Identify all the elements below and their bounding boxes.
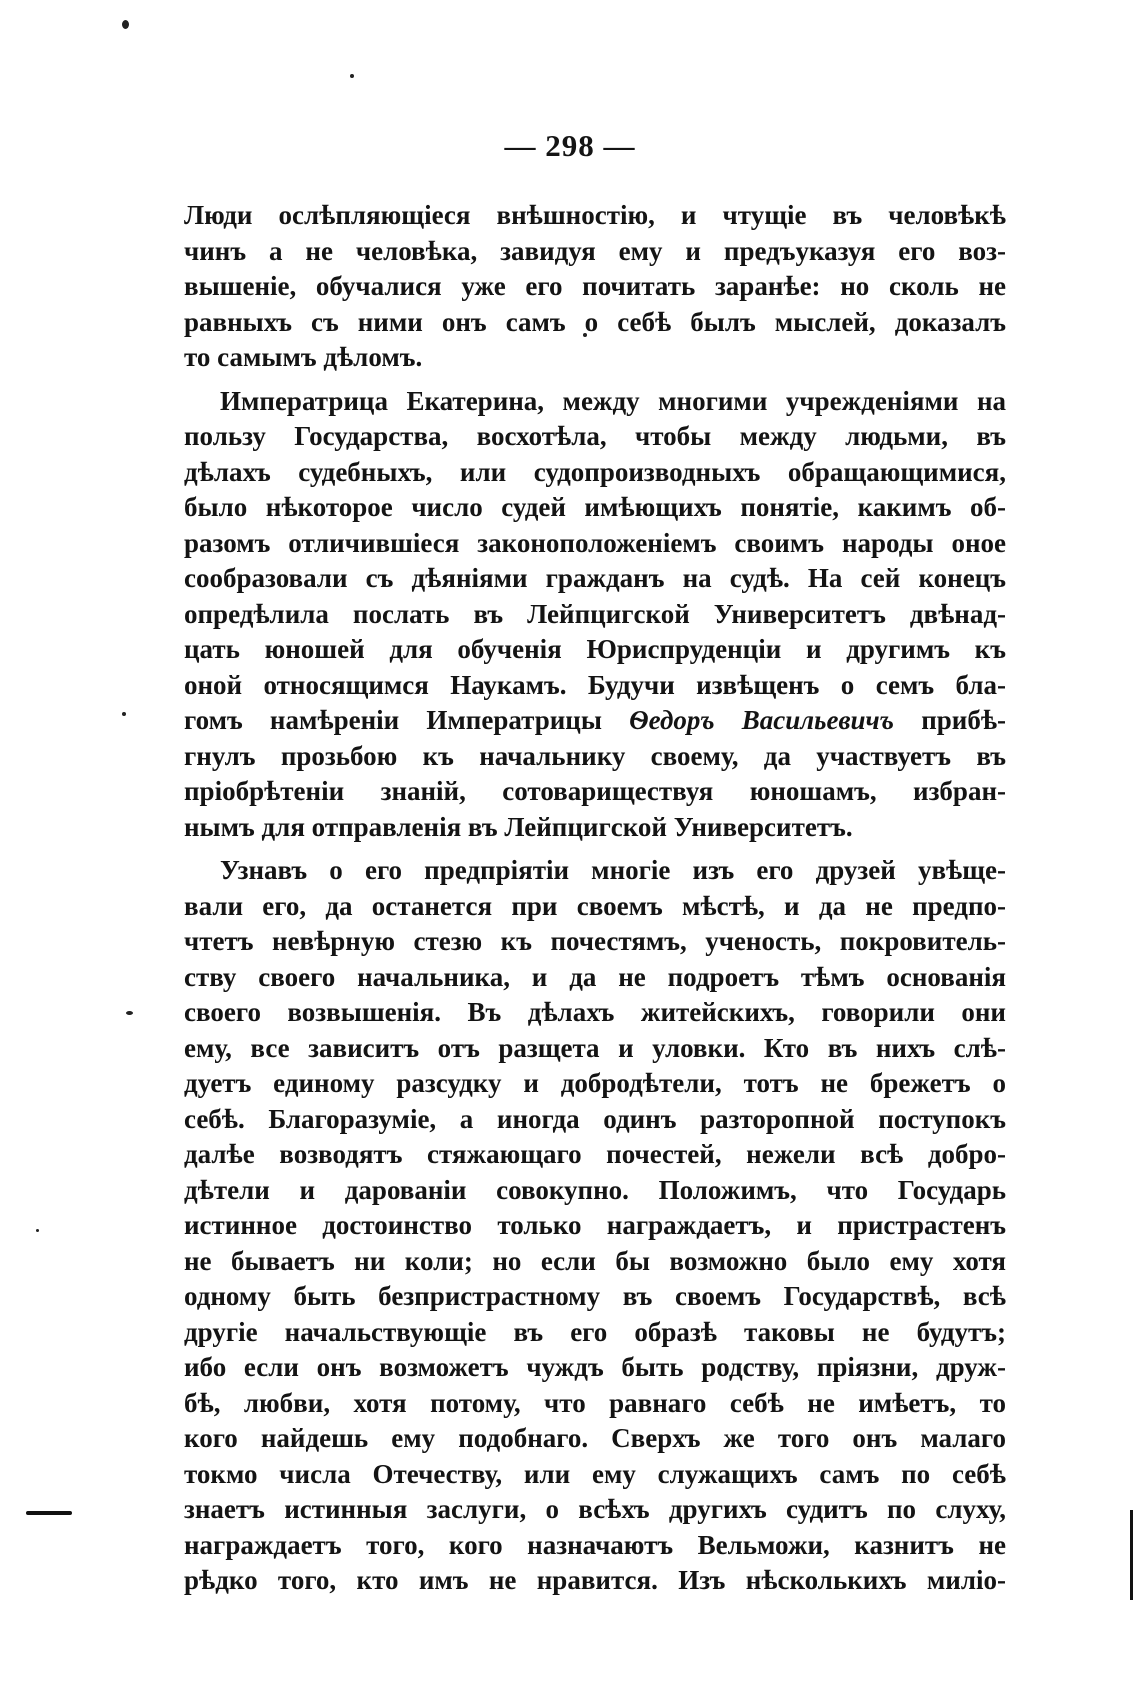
text-line: то самымъ дѣломъ.	[184, 342, 423, 372]
text-line: оной относящимся Наукамъ. Будучи извѣщенъ о семъ бла-	[184, 669, 1006, 700]
body-text	[184, 198, 1006, 1599]
text-line: вали его, да останется при своемъ мѣстѣ, и да не предпо-	[184, 890, 1006, 921]
text-line: знаетъ истинныя заслуги, о всѣхъ другихъ судитъ по слуху,	[184, 1494, 1006, 1524]
text-line: пользу Государства, восхотѣла, чтобы между людьми, въ	[184, 421, 1006, 451]
text-line: не бываетъ ни коли; но если бы возможно было ему хотя	[184, 1245, 1006, 1276]
text-segment: прибѣ-	[921, 705, 1007, 735]
text-line: своего возвышенія. Въ дѣлахъ житейскихъ, говорили они	[184, 997, 1006, 1027]
text-line: ему, все зависитъ отъ разщета и уловки. Кто въ нихъ слѣ-	[184, 1032, 1006, 1063]
text-line: чинъ а не человѣка, завидуя ему и предъуказуя его воз-	[184, 235, 1006, 266]
text-line: другіе начальствующіе въ его образѣ таковы не будутъ;	[184, 1316, 1006, 1347]
text-line: кого найдешь ему подобнаго. Сверхъ же того онъ малаго	[184, 1423, 1006, 1453]
text-line: далѣе возводятъ стяжающаго почестей, нежели всѣ добро-	[184, 1139, 1006, 1169]
person-name: Ѳедоръ Васильевичъ	[629, 705, 894, 735]
text-line: вышеніе, обучалися уже его почитать заранѣе: но сколь не	[184, 271, 1006, 301]
text-line: токмо числа Отечеству, или ему служащихъ самъ по себѣ	[184, 1458, 1006, 1489]
text-line: опредѣлила послать въ Лейпцигской Университетъ двѣнад-	[184, 598, 1006, 629]
page-edge-mark	[1130, 1510, 1133, 1600]
text-line: награждаетъ того, кого назначаютъ Вельможи, казнитъ не	[184, 1529, 1006, 1560]
text-line: Узнавъ о его предпріятіи многіе изъ его друзей увѣще-	[220, 855, 1006, 885]
print-speck	[122, 712, 126, 716]
text-line: бѣ, любви, хотя потому, что равнаго себѣ не имѣетъ, то	[184, 1387, 1006, 1418]
text-line: дѣлахъ судебныхъ, или судопроизводныхъ обращающимися,	[184, 456, 1006, 487]
text-line: ству своего начальника, и да не подроетъ тѣмъ основанія	[184, 961, 1006, 992]
text-line: было нѣкоторое число судей имѣющихъ понятіе, какимъ об-	[184, 492, 1006, 522]
text-line: сообразовали съ дѣяніями гражданъ на судѣ. На сей конецъ	[184, 563, 1006, 593]
text-line: гнулъ прозьбою къ начальнику своему, да участвуетъ въ	[184, 740, 1006, 771]
print-speck	[36, 1229, 39, 1232]
text-line: Люди ослѣпляющіеся внѣшностію, и чтущіе въ человѣкѣ	[184, 200, 1006, 230]
page-edge-mark	[26, 1511, 72, 1515]
text-line-with-name	[184, 703, 1006, 739]
text-line: одному быть безпристрастному въ своемъ Государствѣ, всѣ	[184, 1281, 1006, 1311]
text-line: пріобрѣтеніи знаній, сотовариществуя юношамъ, избран-	[184, 776, 1006, 806]
text-line: нымъ для отправленія въ Лейпцигской Университетъ.	[184, 811, 853, 842]
print-speck	[122, 20, 129, 29]
text-line: цать юношей для обученія Юриспруденціи и другимъ къ	[184, 634, 1006, 664]
text-line: чтетъ невѣрную стезю къ почестямъ, ученость, покровитель-	[184, 926, 1006, 956]
text-line: дѣтели и дарованіи совокупно. Положимъ, что Государь	[184, 1174, 1006, 1205]
text-line: разомъ отличившіеся законоположеніемъ своимъ народы оное	[184, 527, 1006, 558]
text-line: равныхъ съ ними онъ самъ о себѣ былъ мыслей, доказалъ	[184, 306, 1006, 337]
text-line: рѣдко того, кто имъ не нравится. Изъ нѣсколькихъ миліо-	[184, 1565, 1006, 1595]
text-segment: гомъ намѣреніи Императрицы	[184, 705, 602, 735]
print-speck	[126, 1011, 133, 1015]
text-line: дуетъ единому разсудку и добродѣтели, тотъ не брежетъ о	[184, 1068, 1006, 1098]
text-line: Императрица Екатерина, между многими учрежденіями на	[220, 385, 1006, 416]
text-line: истинное достоинство только награждаетъ, и пристрастенъ	[184, 1210, 1006, 1240]
text-line: себѣ. Благоразуміе, а иногда одинъ разторопной поступокъ	[184, 1103, 1006, 1134]
text-line: ибо если онъ возможетъ чуждъ быть родству, пріязни, друж-	[184, 1352, 1006, 1382]
page-number: — 298 —	[504, 128, 636, 163]
print-speck	[350, 74, 354, 78]
